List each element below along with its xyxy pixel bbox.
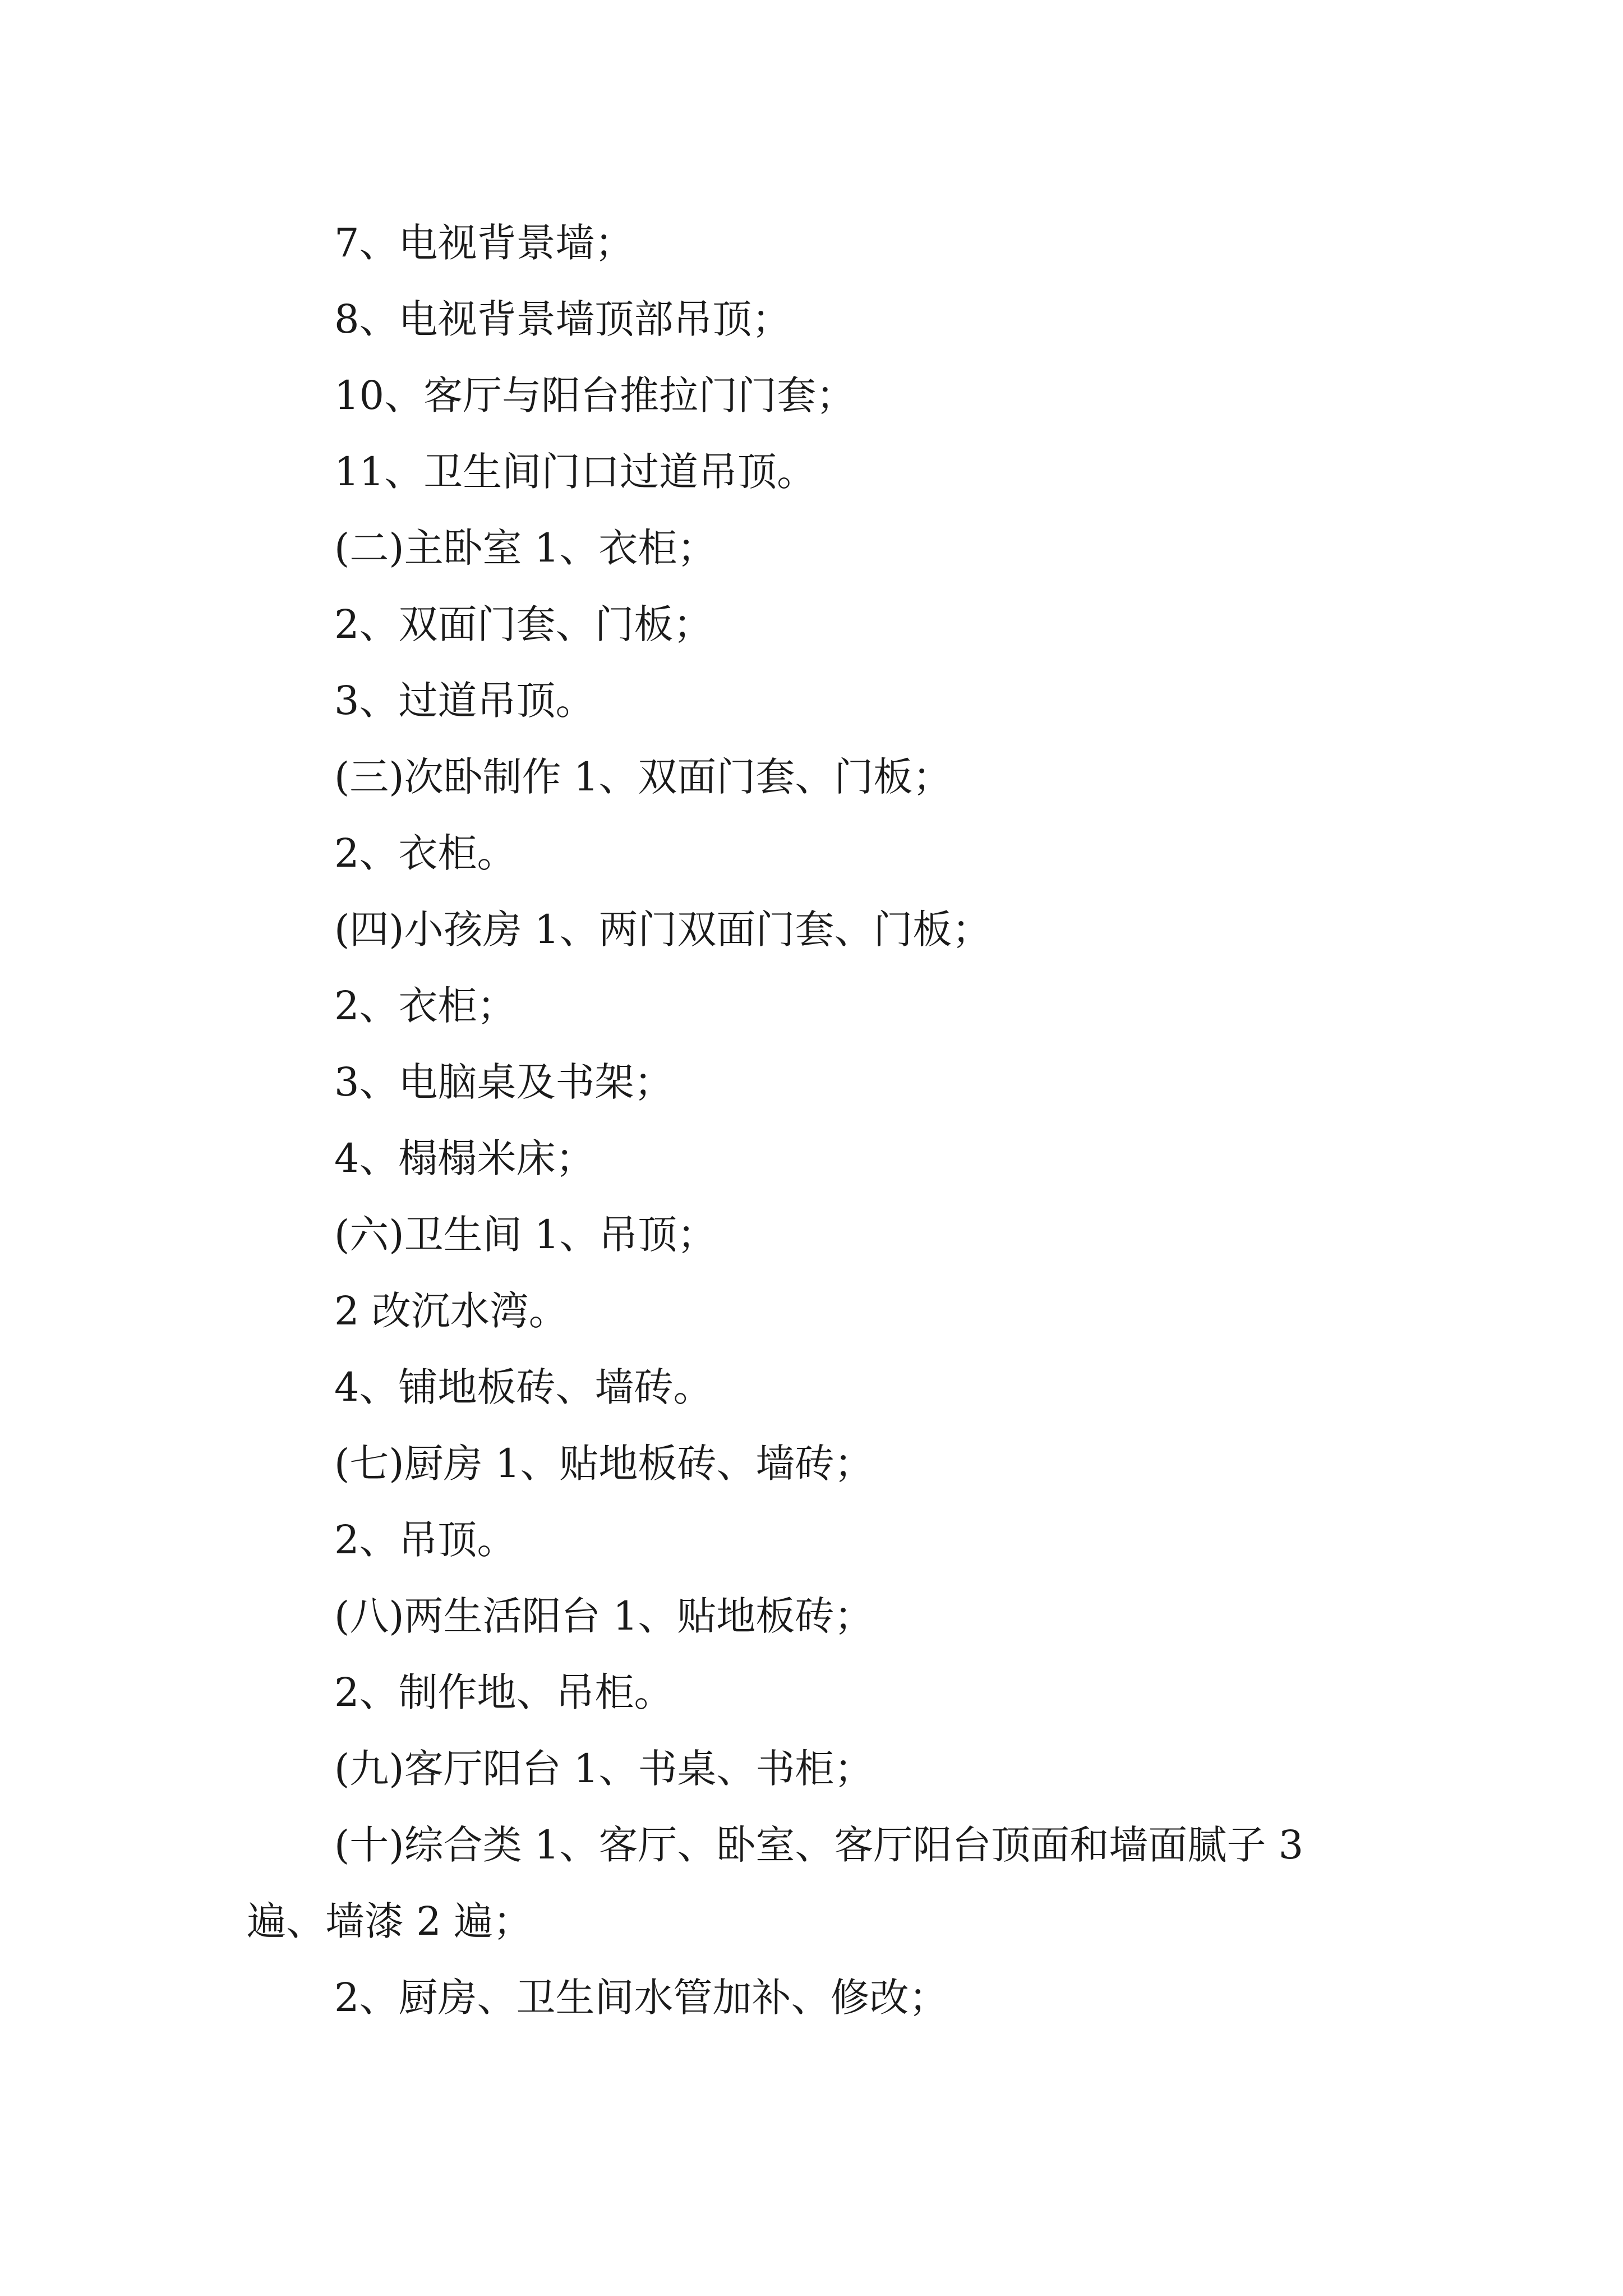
text-line: 2、衣柜； <box>334 983 517 1029</box>
section-heading-line: (十)综合类 1、客厅、卧室、客厅阳台顶面和墙面腻子 3 <box>334 1822 1304 1868</box>
text-line: 3、过道吊顶。 <box>334 678 595 724</box>
text-line: 7、电视背景墙； <box>334 220 634 266</box>
text-line: 11、卫生间门口过道吊顶。 <box>334 449 817 495</box>
section-heading-line: (六)卫生间 1、吊顶； <box>334 1212 717 1258</box>
document-body <box>247 205 1385 2036</box>
section-heading-line: (九)客厅阳台 1、书桌、书柜； <box>334 1746 874 1792</box>
text-line: 2、厨房、卫生间水管加补、修改； <box>334 1975 948 2021</box>
text-line: 2、制作地、吊柜。 <box>334 1669 674 1715</box>
text-line: 4、榻榻米床； <box>334 1135 595 1181</box>
text-line: 2、双面门套、门板； <box>334 601 713 647</box>
section-heading-line: (八)两生活阳台 1、贴地板砖； <box>334 1593 874 1639</box>
text-line: 8、电视背景墙顶部吊顶； <box>334 296 791 342</box>
text-line: 2 改沉水湾。 <box>334 1288 568 1334</box>
section-heading-line: (四)小孩房 1、两门双面门套、门板； <box>334 907 992 953</box>
section-heading-line: (七)厨房 1、贴地板砖、墙砖； <box>334 1441 874 1487</box>
text-line-continuation: 遍、墙漆 2 遍； <box>247 1898 533 1944</box>
text-line: 4、铺地板砖、墙砖。 <box>334 1364 713 1410</box>
text-line: 3、电脑桌及书架； <box>334 1059 674 1105</box>
section-heading-line: (三)次卧制作 1、双面门套、门板； <box>334 754 952 800</box>
text-line: 2、衣柜。 <box>334 830 517 876</box>
section-heading-line: (二)主卧室 1、衣柜； <box>334 525 717 571</box>
text-line: 2、吊顶。 <box>334 1517 517 1563</box>
text-line: 10、客厅与阳台推拉门门套； <box>334 372 856 418</box>
